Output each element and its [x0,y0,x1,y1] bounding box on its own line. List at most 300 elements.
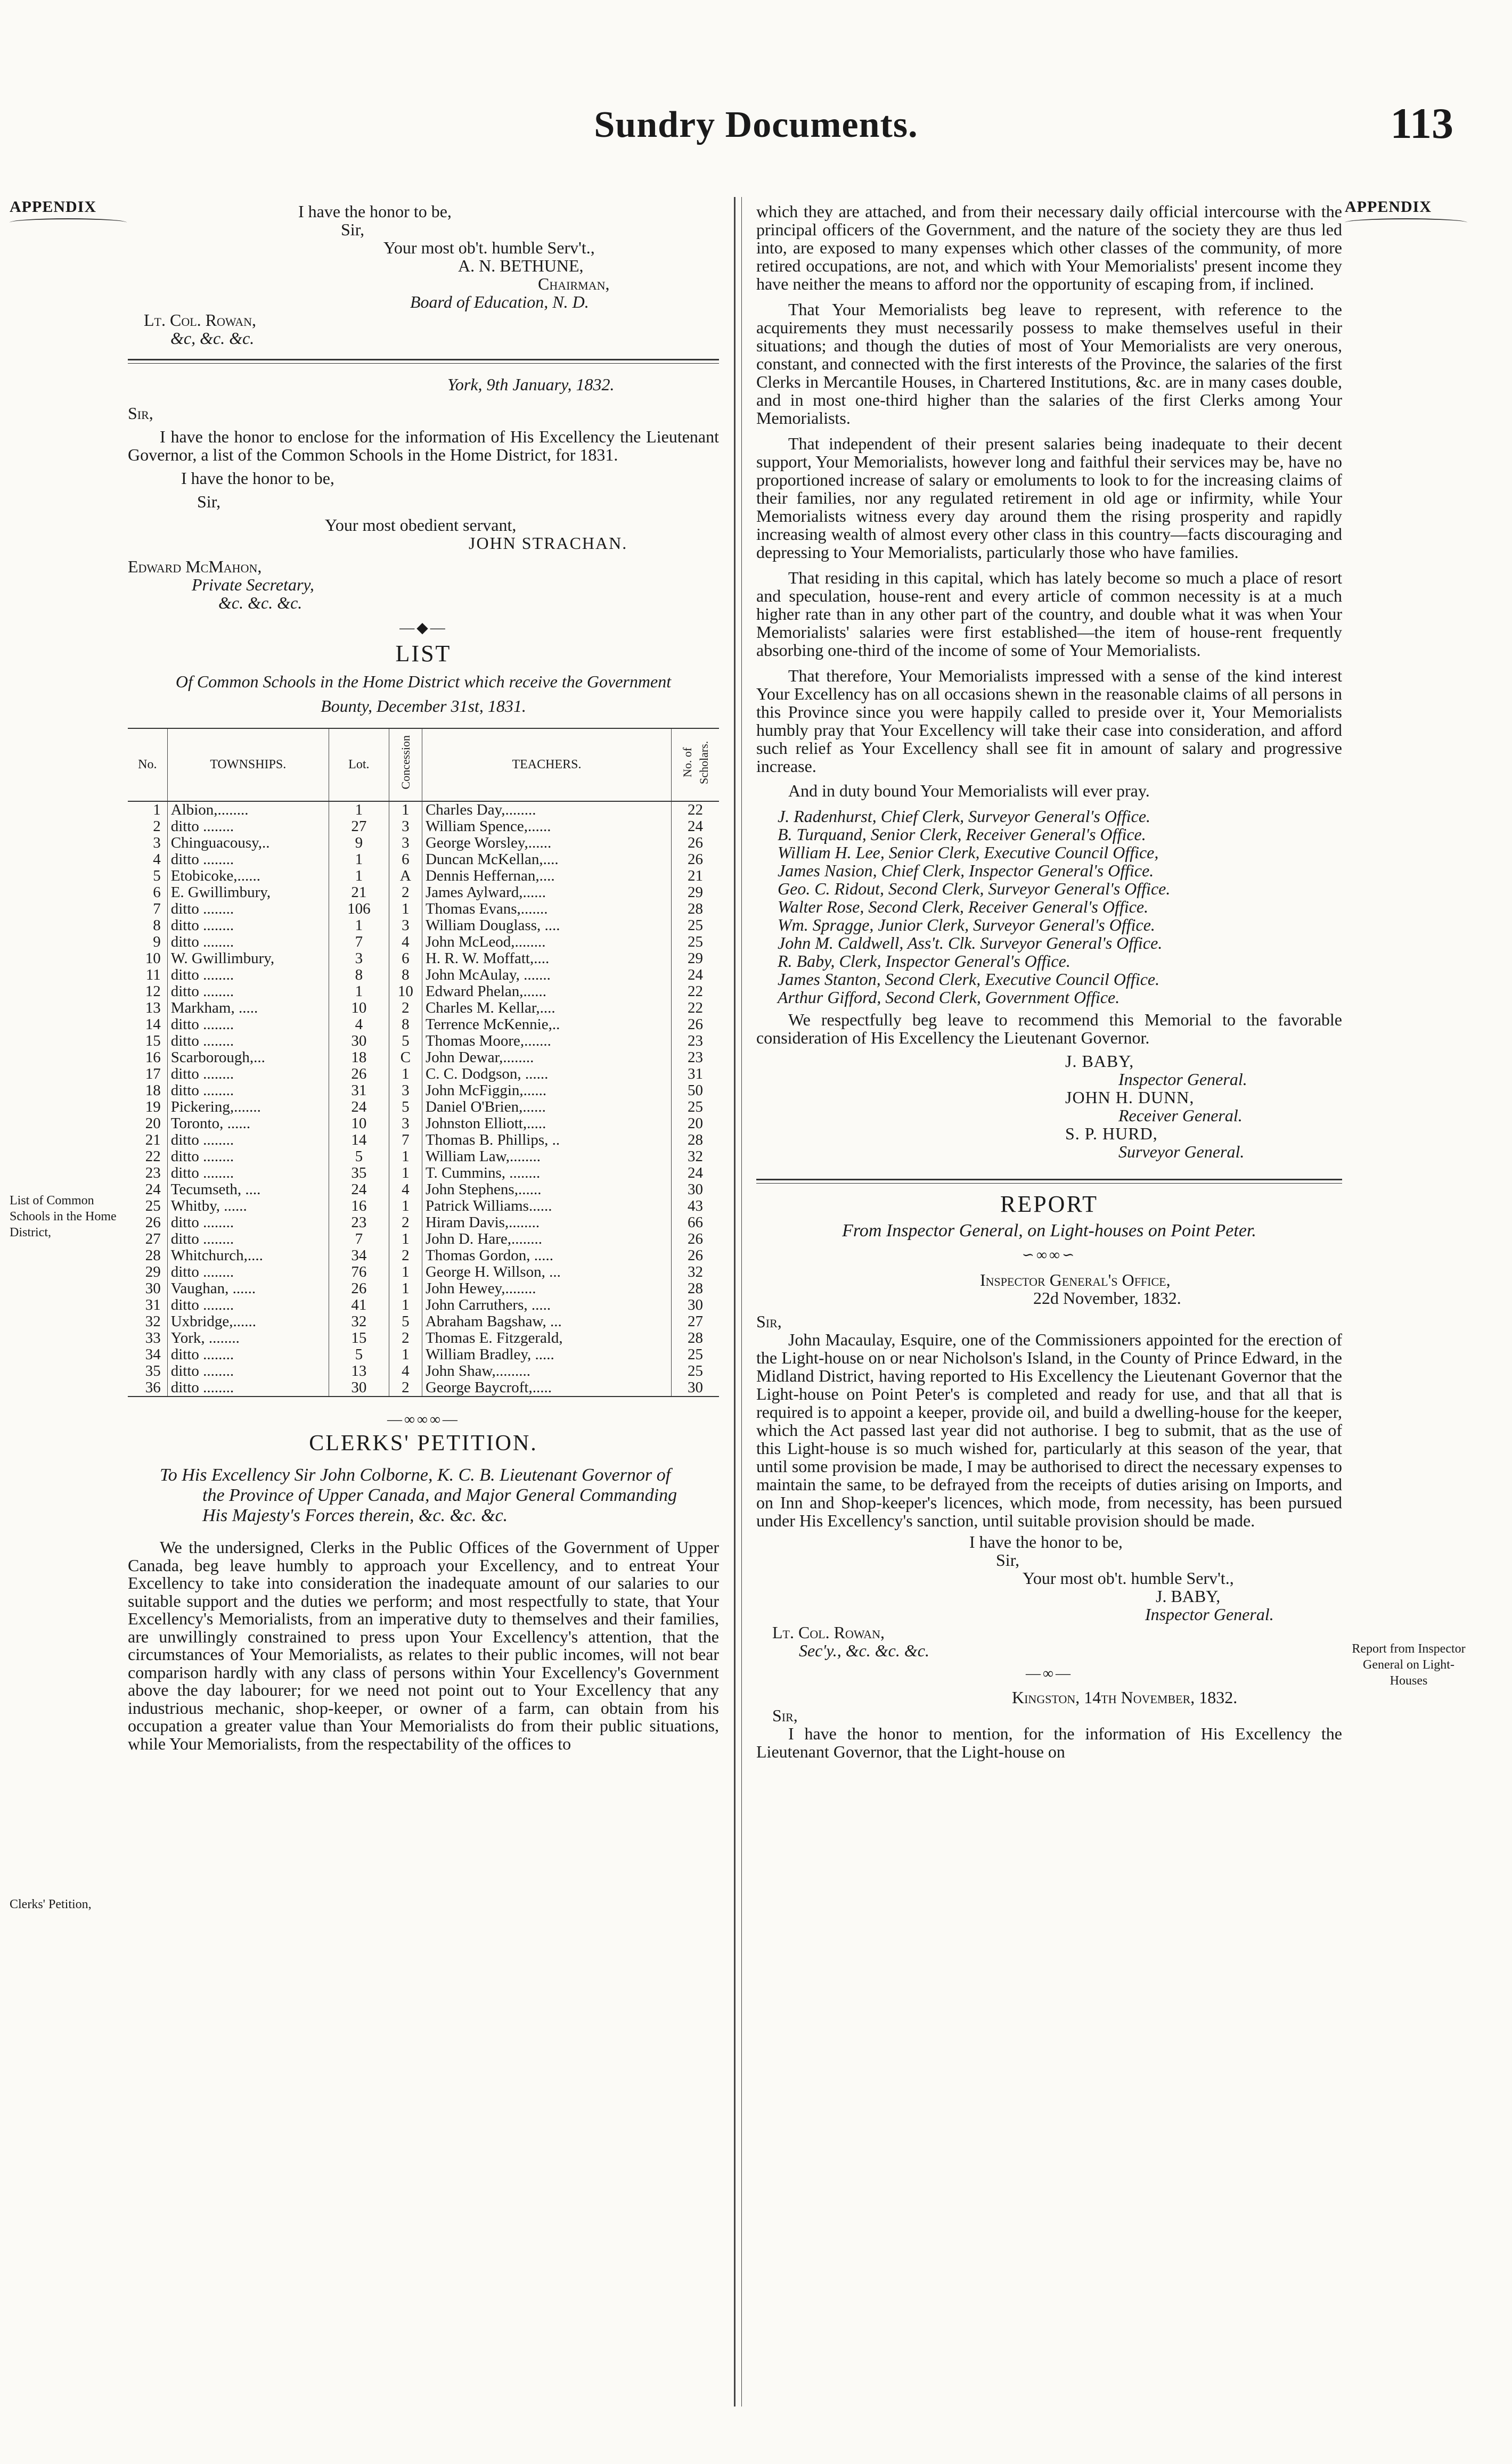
cell-no: 15 [145,1032,161,1049]
report-sir: Sir, [996,1550,1020,1570]
cell-township: ditto ........ [167,901,329,917]
cell-concession: 2 [389,884,422,901]
left-column [128,202,719,1753]
table-row [128,1231,719,1247]
table-row [128,818,719,835]
cell-no: 21 [145,1131,161,1148]
cell-no: 24 [145,1181,161,1198]
cell-scholars: 30 [672,1379,719,1397]
cell-township: ditto ........ [167,1297,329,1313]
cell-no: 5 [153,867,161,884]
cell-concession: 2 [389,1330,422,1346]
cell-no: 6 [153,884,161,901]
cell-concession: 2 [389,1247,422,1264]
cell-scholars: 26 [672,851,719,868]
cell-township: ditto ........ [167,967,329,983]
cell-township: ditto ........ [167,1346,329,1363]
cell-concession: 6 [389,950,422,967]
cell-no: 16 [145,1049,161,1066]
cell-concession: 1 [389,1231,422,1247]
cell-lot: 30 [329,1379,389,1397]
report-office: Inspector General's Office, [980,1270,1171,1290]
cell-lot: 35 [329,1165,389,1181]
cell-lot: 21 [329,884,389,901]
table-row [128,1099,719,1115]
report-addressee: Lt. Col. Rowan, [772,1623,885,1642]
cell-no: 34 [145,1346,161,1363]
cell-lot: 14 [329,1132,389,1148]
table-row [128,868,719,884]
cell-teacher: John Shaw,......... [422,1363,671,1379]
cell-lot: 16 [329,1198,389,1214]
cell-no: 32 [145,1313,161,1330]
cell-teacher: Johnston Elliott,..... [422,1115,671,1132]
cell-teacher: John Carruthers, ..... [422,1297,671,1313]
table-row [128,1379,719,1397]
table-row [128,901,719,917]
side-note-clerks: Clerks' Petition, [10,1898,92,1911]
addressee-title: Private Secretary, [192,575,314,594]
cell-concession: 4 [389,1181,422,1198]
petition-body: We the undersigned, Clerks in the Public Offices of the Government of Upper Canada, beg leave humbly to approach your Excellency, and to entreat Your Excellency to take into consideration the inadequate amount of our salaries to our suitable support and the duties we perform; and most respectfully to state, that Your Excellency's Memorialists, from an imperative duty to themselves and their families, are unwillingly constrained to press upon Your Excellency's attention, that the circumstances of Your Memorialists, as relates to their public incomes, will not bear comparison hardly with any class of persons within Your Excellency's Government above the day labourer; for we need not point out to Your Excellency that any industrious mechanic, shop-keeper, or owner of a farm, can obtain from his occupation a greater value than Your Memorialists do from their public situations, while Your Memorialists, from the respectability of the offices to [128,1538,719,1753]
servant: Your most ob't. humble Serv't., [383,238,595,257]
cell-lot: 8 [329,967,389,983]
section-divider [756,1179,1342,1184]
signature: Arthur Gifford, Second Clerk, Government Office. [778,988,1120,1007]
signature: Wm. Spragge, Junior Clerk, Surveyor General's Office. [778,915,1155,934]
cell-concession: C [389,1049,422,1066]
cell-concession: 5 [389,1099,422,1115]
cell-scholars: 50 [672,1082,719,1099]
official-signatures [756,1052,1342,1161]
report-signer-title: Inspector General. [1145,1605,1274,1624]
cell-lot: 41 [329,1297,389,1313]
cell-lot: 26 [329,1066,389,1082]
report-signer: J. BABY, [1156,1587,1221,1606]
cell-teacher: John McFiggin,...... [422,1082,671,1099]
cell-concession: 6 [389,851,422,868]
cell-teacher: Daniel O'Brien,...... [422,1099,671,1115]
cell-lot: 31 [329,1082,389,1099]
letter-body: I have the honor to enclose for the information of His Excellency the Lieutenant Governor, a list of the Common Schools in the Home District, for 1831. [128,427,719,464]
cell-no: 36 [128,1379,167,1397]
cell-no: 23 [145,1164,161,1181]
signature: John M. Caldwell, Ass't. Clk. Surveyor General's Office. [778,933,1163,952]
cell-lot: 1 [329,851,389,868]
cell-scholars: 32 [672,1264,719,1280]
cell-teacher: Patrick Williams...... [422,1198,671,1214]
report-servant: Your most ob't. humble Serv't., [1023,1568,1234,1588]
cell-lot: 15 [329,1330,389,1346]
col-header-scholars: No. of Scholars. [672,728,719,801]
cell-no: 35 [145,1362,161,1379]
cell-lot: 3 [329,950,389,967]
cell-no: 28 [145,1247,161,1264]
cell-scholars: 20 [672,1115,719,1132]
cell-scholars: 28 [672,1330,719,1346]
table-row [128,1049,719,1066]
cell-township: Vaughan, ...... [167,1280,329,1297]
cell-scholars: 23 [672,1049,719,1066]
petition-para-3: That independent of their present salaries being inadequate to their decent support, Your Memorialists, however long and faithful their services may be, have no proportioned increase of salary or emoluments to look to for the increasing claims of their families, nor any regulated retirement in old age or infirmity, while Your Memorialists witness every day around them the rising prosperity and rapidly increasing wealth of almost every other class in this country—facts discouraging and depressing to Your Memorialists, particularly those who have families. [756,434,1342,562]
cell-concession: 2 [389,1214,422,1231]
cell-no: 11 [145,966,161,983]
col-header-townships: TOWNSHIPS. [167,728,329,801]
cell-scholars: 24 [672,967,719,983]
col-header-lot: Lot. [329,728,389,801]
cell-teacher: John Hewey,........ [422,1280,671,1297]
table-row [128,1198,719,1214]
cell-no: 19 [145,1098,161,1115]
col-header-no: No. [128,728,167,801]
cell-teacher: George H. Willson, ... [422,1264,671,1280]
cell-scholars: 28 [672,1132,719,1148]
signer-name: JOHN STRACHAN. [469,533,628,553]
cell-lot: 34 [329,1247,389,1264]
cell-scholars: 25 [672,934,719,950]
table-row [128,1214,719,1231]
cell-no: 1 [153,801,161,818]
table-row [128,1148,719,1165]
cell-teacher: Dennis Heffernan,.... [422,868,671,884]
cell-teacher: C. C. Dodgson, ...... [422,1066,671,1082]
signature: B. Turquand, Senior Clerk, Receiver General's Office. [778,825,1146,844]
cell-township: ditto ........ [167,983,329,1000]
cell-no: 30 [145,1280,161,1297]
signer-title: Chairman, [538,274,610,293]
cell-concession: A [389,868,422,884]
cell-concession: 8 [389,1016,422,1033]
cell-lot: 10 [329,1000,389,1016]
brace-left [10,218,127,227]
table-row [128,1264,719,1280]
cell-scholars: 26 [672,835,719,851]
section-divider [128,359,719,364]
cell-concession: 1 [389,801,422,818]
cell-no: 3 [153,834,161,851]
cell-township: Markham, ..... [167,1000,329,1016]
cell-no: 29 [145,1263,161,1280]
cell-no: 10 [145,950,161,967]
cell-no: 2 [153,818,161,835]
cell-no: 18 [145,1082,161,1099]
table-row [128,1016,719,1033]
petition-para-6: And in duty bound Your Memorialists will ever pray. [788,781,1150,800]
petition-para-2: That Your Memorialists beg leave to represent, with reference to the acquirements they must necessarily possess to make themselves useful in their situations; and though the duties of most of Your Memorialists are very onerous, constant, and connected with the first interests of the Province, the salaries of the first Clerks in Mercantile Houses, in Chartered Institutions, &c. are in many cases double, and in most one-third higher than the salaries of the first Clerks among Your Memorialists. [756,300,1342,428]
table-row [128,950,719,967]
cell-scholars: 27 [672,1313,719,1330]
cell-lot: 32 [329,1313,389,1330]
table-row [128,917,719,934]
table-row [128,1033,719,1049]
cell-no: 4 [153,851,161,868]
ornament-divider: —∞∞∞— [387,1411,460,1428]
cell-lot: 18 [329,1049,389,1066]
cell-concession: 3 [389,1082,422,1099]
addressee: Edward McMahon, [128,557,262,576]
table-row [128,1313,719,1330]
cell-scholars: 22 [672,983,719,1000]
cell-teacher: William Spence,...... [422,818,671,835]
cell-lot: 26 [329,1280,389,1297]
schools-table-body [128,801,719,1397]
table-row [128,1181,719,1198]
signer-board: Board of Education, N. D. [410,292,589,311]
petition-heading: CLERKS' PETITION. [309,1431,538,1456]
petition-para-1: which they are attached, and from their necessary daily official intercourse with the principal officers of the Government, and the nature of the society they are thus led into, are exposed to many expenses which other classes of the community, of more retired occupations, are not, and which with Your Memorialists' present income they have neither the means to afford nor the opportunity of escaping from, if inclined. [756,202,1342,293]
signature: James Nasion, Chief Clerk, Inspector General's Office. [778,861,1154,880]
table-row [128,1082,719,1099]
cell-township: Toronto, ...... [167,1115,329,1132]
cell-no: 13 [145,999,161,1016]
cell-teacher: Edward Phelan,...... [422,983,671,1000]
cell-lot: 7 [329,934,389,950]
cell-teacher: Terrence McKennie,.. [422,1016,671,1033]
cell-teacher: John D. Hare,........ [422,1231,671,1247]
cell-township: ditto ........ [167,1231,329,1247]
cell-teacher: John Dewar,........ [422,1049,671,1066]
cell-township: ditto ........ [167,1165,329,1181]
cell-teacher: John McAulay, ....... [422,967,671,983]
cell-lot: 1 [329,801,389,818]
cell-lot: 106 [329,901,389,917]
cell-concession: 1 [389,901,422,917]
table-row [128,835,719,851]
cell-concession: 3 [389,1115,422,1132]
cell-teacher: Abraham Bagshaw, ... [422,1313,671,1330]
petition-para-5: That therefore, Your Memorialists impressed with a sense of the kind interest Your Excellency has on all occasions shewn in the reasonable claims of all persons in this Province since you were happily called to preside over it, Your Memorialists humbly pray that Your Excellency will take their case into consideration, and afford such relief as Your Excellency shall see fit in amount of salary and progressive increase. [756,666,1342,776]
cell-scholars: 43 [672,1198,719,1214]
report-subtitle: From Inspector General, on Light-houses on Point Peter. [842,1221,1256,1241]
cell-no: 9 [153,933,161,950]
cell-township: W. Gwillimbury, [167,950,329,967]
cell-concession: 1 [389,1280,422,1297]
official-name: JOHN H. DUNN, [1065,1088,1195,1107]
report-closing: I have the honor to be, [969,1532,1123,1551]
cell-concession: 1 [389,1264,422,1280]
report-etc: Sec'y., &c. &c. &c. [799,1641,929,1660]
appendix-label-left: APPENDIX [10,198,96,216]
cell-township: Pickering,....... [167,1099,329,1115]
cell-township: York, ........ [167,1330,329,1346]
cell-lot: 24 [329,1181,389,1198]
petition-para-4: That residing in this capital, which has lately become so much a place of resort and speculation, house-rent and every article of common necessity is at a much higher rate than in any other part of the country, and double what it was when Your Memorialists' salaries were first established—the item of house-rent frequently absorbing one-third of the income of some of Your Memorialists. [756,568,1342,660]
cell-scholars: 25 [672,1346,719,1363]
table-row [128,884,719,901]
table-row [128,967,719,983]
cell-no: 27 [145,1230,161,1247]
ornament-divider: ∽∞∞∽ [1021,1247,1077,1263]
cell-township: ditto ........ [167,818,329,835]
official-name: S. P. HURD, [1065,1124,1158,1143]
page-title: Sundry Documents. [594,104,918,145]
report-body: John Macaulay, Esquire, one of the Commissioners appointed for the erection of the Light-house on or near Nicholson's Island, in the County of Prince Edward, in the Midland District, having reported to His Excellency the Lieutenant Governor that the Light-house on Point Peter's is completed and ready for use, and that all that is required is to appoint a keeper, provide oil, and build a dwelling-house for the keeper, which the Act passed last year did not authorise. I beg to submit, that as the use of this Light-house is so much wished for, particularly at this season of the year, that until some provision be made, I may be authorised to direct the necessary expenses to maintain the same, to be defrayed from the receipts of duties arising on Imports, and on Inn and Shop-keeper's licences, which mode, from necessity, has been pursued under His Excellency's sanction, until suitable provision should be made. [756,1330,1342,1530]
closing: I have the honor to be, [298,202,452,221]
cell-lot: 1 [329,917,389,934]
column-divider-thin [741,197,742,2406]
right-column [756,202,1342,1761]
cell-no: 12 [145,983,161,1000]
dateline: York, 9th January, 1832. [447,375,615,394]
cell-teacher: Thomas Gordon, ..... [422,1247,671,1264]
cell-concession: 8 [389,967,422,983]
cell-concession: 1 [389,1346,422,1363]
cell-teacher: John McLeod,........ [422,934,671,950]
cell-concession: 3 [389,917,422,934]
cell-no: 22 [145,1148,161,1165]
report-body-2: I have the honor to mention, for the information of His Excellency the Lieutenant Governor, that the Light-house on [756,1724,1342,1761]
signature: R. Baby, Clerk, Inspector General's Office. [778,951,1070,971]
cell-township: ditto ........ [167,851,329,868]
cell-lot: 1 [329,983,389,1000]
side-note-schools: List of Common Schools in the Home District, [10,1194,117,1239]
cell-no: 8 [153,917,161,934]
cell-township: ditto ........ [167,1016,329,1033]
side-note-report: Report from Inspector General on Light-Houses [1352,1642,1466,1688]
cell-lot: 13 [329,1363,389,1379]
etc: &c. &c. &c. [218,593,303,612]
cell-no: 14 [145,1016,161,1033]
cell-township: Scarborough,... [167,1049,329,1066]
signature: William H. Lee, Senior Clerk, Executive Council Office, [778,843,1159,862]
cell-concession: 2 [389,1379,422,1397]
cell-no: 31 [145,1296,161,1313]
cell-concession: 1 [389,1297,422,1313]
sir: Sir, [197,492,221,511]
cell-no: 7 [153,900,161,917]
cell-teacher: William Bradley, ..... [422,1346,671,1363]
cell-scholars: 23 [672,1033,719,1049]
closing: I have the honor to be, [181,469,334,488]
official-title: Surveyor General. [1118,1142,1245,1161]
brace-right [1345,218,1467,227]
cell-no: 26 [145,1214,161,1231]
table-row [128,1346,719,1363]
cell-township: Etobicoke,...... [167,868,329,884]
recommendation: We respectfully beg leave to recommend this Memorial to the favorable consideration of His Excellency the Lieutenant Governor. [756,1010,1342,1047]
cell-teacher: Charles Day,........ [422,801,671,818]
cell-lot: 23 [329,1214,389,1231]
cell-concession: 5 [389,1313,422,1330]
cell-lot: 4 [329,1016,389,1033]
sir: Sir, [341,220,365,239]
table-row [128,1247,719,1264]
cell-scholars: 25 [672,1363,719,1379]
table-row [128,934,719,950]
col-header-concession: Concession [389,728,422,801]
cell-teacher: George Worsley,...... [422,835,671,851]
cell-no: 20 [145,1115,161,1132]
cell-teacher: William Douglass, .... [422,917,671,934]
cell-township: Whitchurch,.... [167,1247,329,1264]
cell-scholars: 26 [672,1247,719,1264]
list-subtitle: Of Common Schools in the Home District which receive the Government Bounty, December 31st, 1831. [175,672,672,716]
table-row [128,1000,719,1016]
report-heading: REPORT [1000,1191,1099,1217]
signer-name: A. N. BETHUNE, [458,256,584,275]
etc: &c, &c. &c. [170,328,255,348]
signature: James Stanton, Second Clerk, Executive Council Office. [778,970,1160,989]
cell-lot: 10 [329,1115,389,1132]
cell-lot: 7 [329,1231,389,1247]
cell-teacher: William Law,........ [422,1148,671,1165]
cell-township: ditto ........ [167,1148,329,1165]
cell-township: ditto ........ [167,1363,329,1379]
cell-scholars: 21 [672,868,719,884]
cell-lot: 30 [329,1033,389,1049]
cell-lot: 5 [329,1148,389,1165]
signature: J. Radenhurst, Chief Clerk, Surveyor General's Office. [778,807,1151,826]
cell-teacher: James Aylward,...... [422,884,671,901]
ornament-divider: —∞— [1026,1665,1073,1682]
cell-concession: 3 [389,818,422,835]
cell-scholars: 22 [672,801,719,818]
cell-township: Chinguacousy,.. [167,835,329,851]
table-row [128,1330,719,1346]
report-dateline-2: Kingston, 14th November, 1832. [1012,1688,1238,1707]
cell-scholars: 24 [672,818,719,835]
cell-no: 17 [145,1065,161,1082]
table-row [128,1363,719,1379]
cell-scholars: 22 [672,1000,719,1016]
list-heading: LIST [395,640,452,667]
cell-scholars: 26 [672,1231,719,1247]
addressee: Lt. Col. Rowan, [144,310,256,330]
cell-teacher: Thomas Moore,....... [422,1033,671,1049]
official-name: J. BABY, [1065,1052,1134,1071]
col-header-teachers: TEACHERS. [422,728,671,801]
cell-scholars: 28 [672,1280,719,1297]
cell-township: ditto ........ [167,1082,329,1099]
table-row [128,1132,719,1148]
cell-scholars: 30 [672,1181,719,1198]
cell-concession: 7 [389,1132,422,1148]
servant: Your most obedient servant, [325,515,517,535]
cell-lot: 76 [329,1264,389,1280]
cell-township: Uxbridge,...... [167,1313,329,1330]
official-title: Receiver General. [1118,1106,1243,1125]
cell-lot: 1 [329,868,389,884]
cell-scholars: 29 [672,950,719,967]
cell-concession: 5 [389,1033,422,1049]
cell-scholars: 31 [672,1066,719,1082]
cell-township: ditto ........ [167,1264,329,1280]
report-salutation: Sir, [756,1312,782,1331]
signature: Geo. C. Ridout, Second Clerk, Surveyor General's Office. [778,879,1171,898]
table-row [128,851,719,868]
table-row [128,1165,719,1181]
cell-teacher: John Stephens,...... [422,1181,671,1198]
cell-teacher: Duncan McKellan,.... [422,851,671,868]
cell-township: Albion,........ [167,801,329,818]
report-date: 22d November, 1832. [1033,1288,1181,1308]
salutation: Sir, [128,404,153,423]
cell-township: ditto ........ [167,1132,329,1148]
cell-concession: 4 [389,1363,422,1379]
cell-township: ditto ........ [167,1379,329,1397]
cell-teacher: George Baycroft,..... [422,1379,671,1397]
cell-scholars: 28 [672,901,719,917]
cell-township: ditto ........ [167,934,329,950]
cell-concession: 1 [389,1148,422,1165]
cell-township: ditto ........ [167,917,329,934]
cell-scholars: 25 [672,1099,719,1115]
cell-teacher: Thomas E. Fitzgerald, [422,1330,671,1346]
table-row [128,801,719,818]
signature-list [756,807,1342,1006]
cell-concession: 4 [389,934,422,950]
petition-address: To His Excellency Sir John Colborne, K. C. B. Lieutenant Governor of the Province of Upper Canada, and Major General Commanding His Majesty's Forces therein, &c. &c. &c. [160,1465,677,1525]
